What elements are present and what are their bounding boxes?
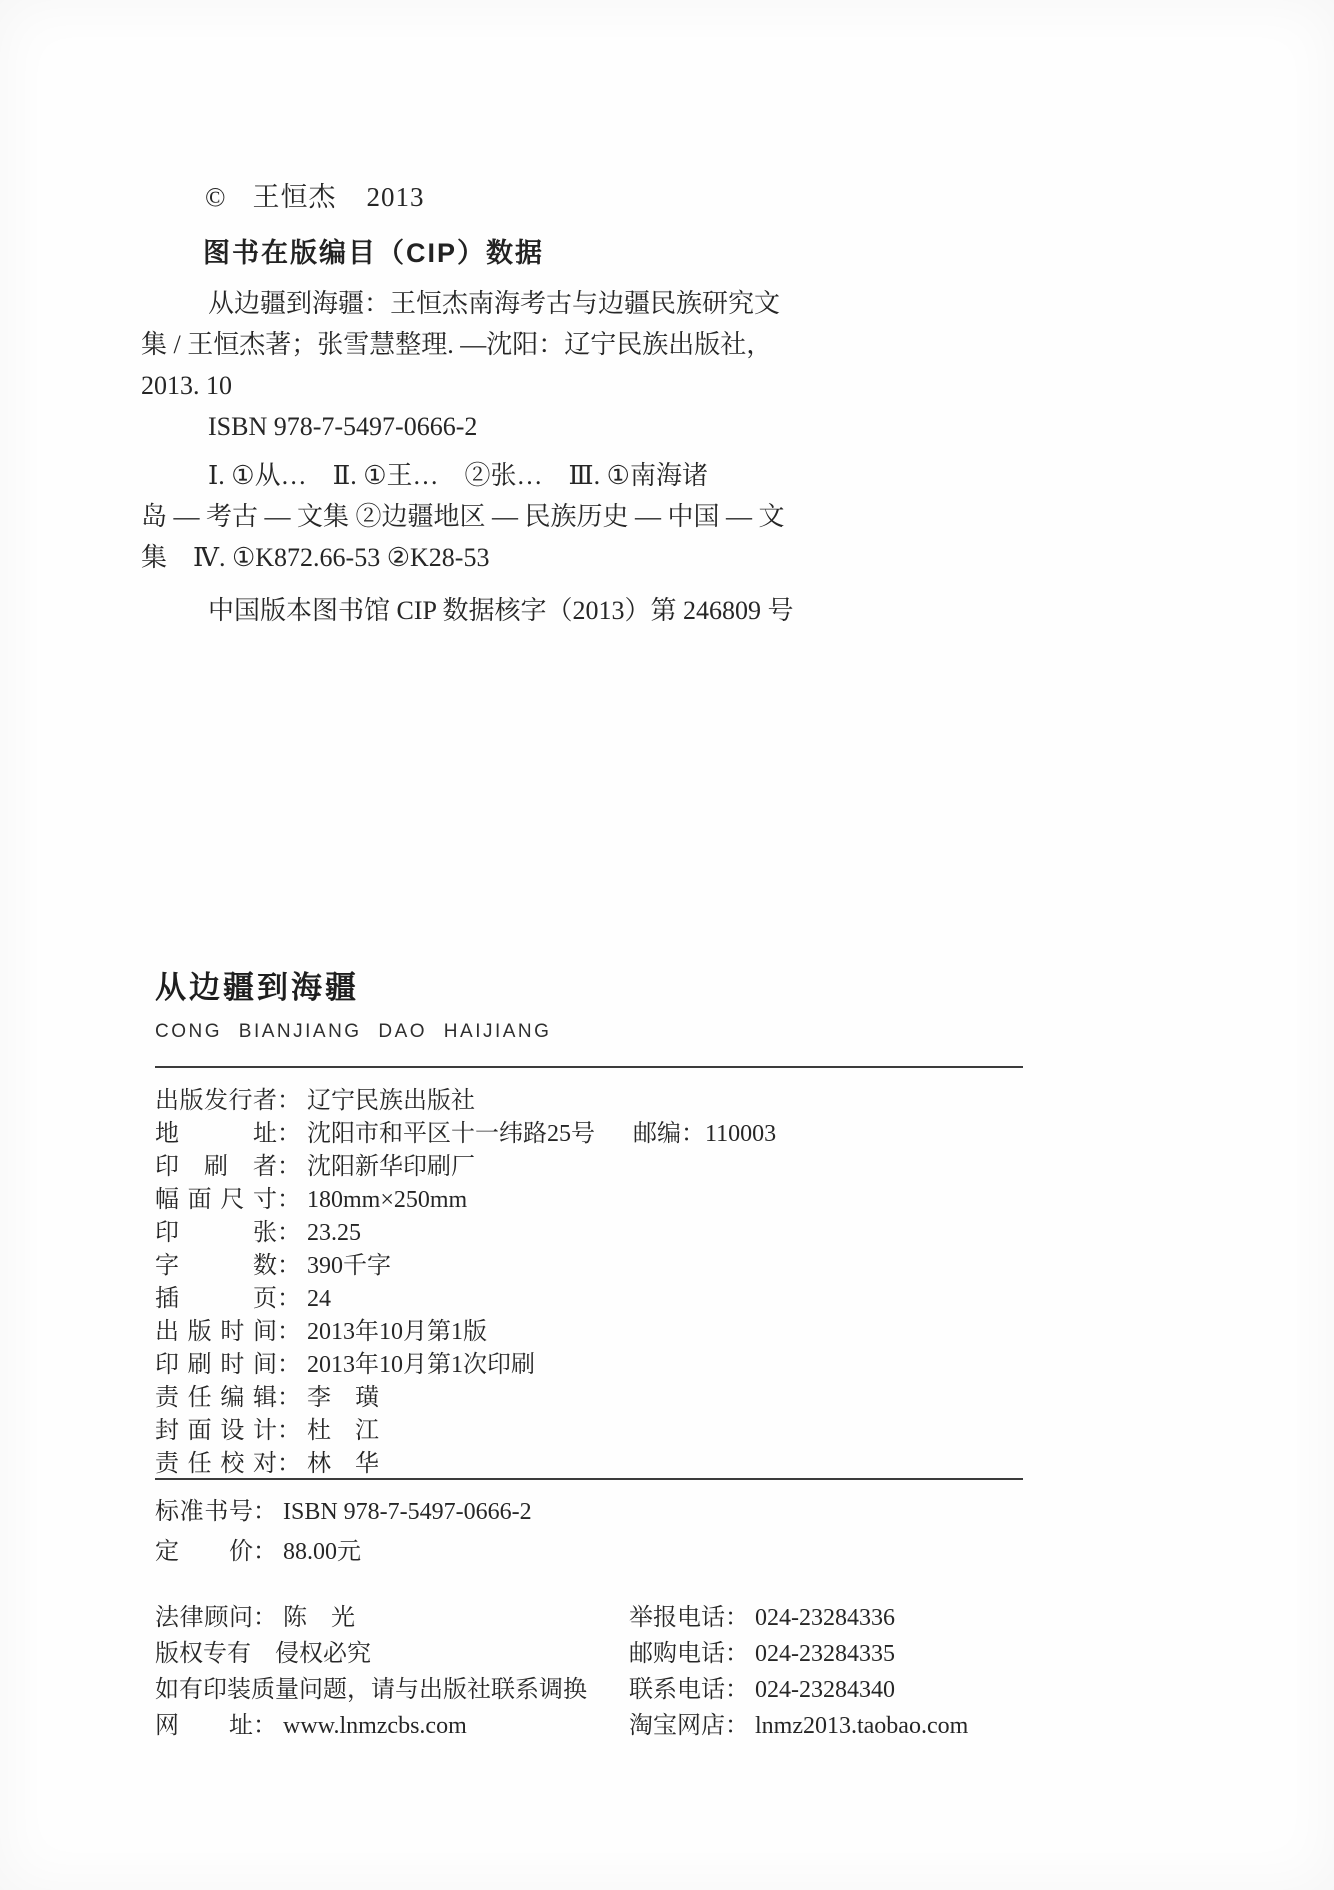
colophon-row-publisher <box>155 1085 776 1118</box>
row-value: 024-23284335 <box>755 1641 895 1667</box>
colon: ： <box>253 1713 277 1739</box>
colon: ： <box>725 1605 749 1631</box>
row-label: 封面设计 <box>155 1418 277 1444</box>
colon: ： <box>725 1713 749 1739</box>
cip-description-line: 集 / 王恒杰著；张雪慧整理. —沈阳：辽宁民族出版社， <box>141 330 773 359</box>
book-title: 从边疆到海疆 <box>155 970 359 1005</box>
row-value: 辽宁民族出版社 <box>307 1088 475 1114</box>
row-label: 淘宝网店 <box>629 1713 725 1739</box>
row-label: 印张 <box>155 1220 277 1246</box>
book-title-pinyin: CONG BIANJIANG DAO HAIJIANG <box>155 1021 552 1042</box>
row-value: ISBN 978-7-5497-0666-2 <box>283 1499 532 1525</box>
colon: ： <box>277 1286 301 1312</box>
copyright-holder: 王恒杰 <box>252 182 337 212</box>
row-label: 印刷者 <box>155 1154 277 1180</box>
row-label: 举报电话 <box>629 1605 725 1631</box>
row-value: 024-23284336 <box>755 1605 895 1631</box>
row-value: 杜 江 <box>307 1418 379 1444</box>
row-label: 法律顾问 <box>155 1605 253 1631</box>
row-value: 沈阳新华印刷厂 <box>307 1154 475 1180</box>
colon: ： <box>277 1088 301 1114</box>
colophon-block <box>155 1085 776 1481</box>
contact-phone-row <box>629 1672 968 1708</box>
cip-classification-line: 岛 — 考古 — 文集 ②边疆地区 — 民族历史 — 中国 — 文 <box>141 502 785 531</box>
colophon-row-wordcount <box>155 1250 776 1283</box>
cip-classification-line: Ⅰ. ①从… Ⅱ. ①王… ②张… Ⅲ. ①南海诸 <box>208 461 708 490</box>
row-value: 2013年10月第1次印刷 <box>307 1352 535 1378</box>
row-label: 标准书号 <box>155 1499 253 1525</box>
row-label: 地址 <box>155 1121 277 1147</box>
footer-right-column <box>629 1600 968 1744</box>
colon: ： <box>725 1641 749 1667</box>
cip-description-line: 2013. 10 <box>141 371 232 400</box>
zip-value: 110003 <box>705 1121 777 1147</box>
colon: ： <box>277 1352 301 1378</box>
colophon-row-sheets <box>155 1217 776 1250</box>
cip-data-block <box>141 283 861 631</box>
colon: ： <box>253 1605 277 1631</box>
row-value: 李 璜 <box>307 1385 379 1411</box>
colophon-row-size <box>155 1184 776 1217</box>
colon: ： <box>277 1220 301 1246</box>
copyright-year: 2013 <box>366 182 425 212</box>
legal-advisor-row <box>155 1600 587 1636</box>
row-label: 幅面尺寸 <box>155 1187 277 1213</box>
colon: ： <box>277 1319 301 1345</box>
colophon-row-inserts <box>155 1283 776 1316</box>
book-number-block <box>155 1492 532 1572</box>
colon: ： <box>277 1187 301 1213</box>
colon: ： <box>277 1451 301 1477</box>
row-label: 责任校对 <box>155 1451 277 1477</box>
row-label: 定价 <box>155 1539 253 1565</box>
row-value: 陈 光 <box>283 1605 355 1631</box>
zip-label: 邮编 <box>633 1121 681 1147</box>
row-label: 出版发行者 <box>155 1088 277 1114</box>
colophon-row-editor <box>155 1382 776 1415</box>
colophon-row-address <box>155 1118 776 1151</box>
row-value: 390千字 <box>307 1253 391 1279</box>
cip-classification-line: 集 Ⅳ. ①K872.66-53 ②K28-53 <box>141 543 490 572</box>
row-value: 沈阳市和平区十一纬路25号 <box>307 1121 595 1147</box>
row-label: 责任编辑 <box>155 1385 277 1411</box>
row-value: 24 <box>307 1286 331 1312</box>
report-phone-row <box>629 1600 968 1636</box>
colophon-row-printer <box>155 1151 776 1184</box>
colon: ： <box>277 1418 301 1444</box>
row-label: 联系电话 <box>629 1677 725 1703</box>
colon: ： <box>725 1677 749 1703</box>
row-value: 180mm×250mm <box>307 1187 468 1213</box>
cip-description-line: 从边疆到海疆：王恒杰南海考古与边疆民族研究文 <box>208 289 781 318</box>
row-value: 024-23284340 <box>755 1677 895 1703</box>
row-value: 2013年10月第1版 <box>307 1319 487 1345</box>
colon: ： <box>277 1121 301 1147</box>
website-url: www.lnmzcbs.com <box>283 1713 467 1739</box>
taobao-url: lnmz2013.taobao.com <box>755 1713 969 1739</box>
row-value: 88.00元 <box>283 1539 361 1565</box>
colon: ： <box>253 1499 277 1525</box>
colon: ： <box>681 1121 705 1147</box>
footer-left-column <box>155 1600 587 1744</box>
colon: ： <box>277 1154 301 1180</box>
row-label: 网址 <box>155 1713 253 1739</box>
row-value: 林 华 <box>307 1451 379 1477</box>
divider-line-bottom <box>155 1478 1023 1480</box>
row-label: 插页 <box>155 1286 277 1312</box>
colon: ： <box>253 1539 277 1565</box>
row-label: 字数 <box>155 1253 277 1279</box>
cip-record-line: 中国版本图书馆 CIP 数据核字（2013）第 246809 号 <box>208 596 794 625</box>
divider-line-top <box>155 1066 1023 1068</box>
cip-heading: 图书在版编目（CIP）数据 <box>203 238 545 268</box>
colophon-row-proofreader <box>155 1448 776 1481</box>
row-label: 出版时间 <box>155 1319 277 1345</box>
copyright-reserved-notice: 版权专有 侵权必究 <box>155 1641 371 1667</box>
copyright-notice <box>205 175 425 214</box>
print-quality-notice: 如有印装质量问题，请与出版社联系调换 <box>155 1677 587 1703</box>
standard-book-number-row <box>155 1492 532 1532</box>
row-value: 23.25 <box>307 1220 361 1246</box>
colophon-row-coverdesign <box>155 1415 776 1448</box>
colon: ： <box>277 1253 301 1279</box>
row-label: 邮购电话 <box>629 1641 725 1667</box>
taobao-store-row <box>629 1708 968 1744</box>
colophon-row-printdate <box>155 1349 776 1382</box>
colophon-row-pubdate <box>155 1316 776 1349</box>
copyright-symbol: © <box>205 182 227 212</box>
mailorder-phone-row <box>629 1636 968 1672</box>
row-label: 印刷时间 <box>155 1352 277 1378</box>
book-title-block <box>155 962 551 1043</box>
price-row <box>155 1532 532 1572</box>
website-row <box>155 1708 587 1744</box>
cip-isbn-line: ISBN 978-7-5497-0666-2 <box>208 412 478 441</box>
colon: ： <box>277 1385 301 1411</box>
